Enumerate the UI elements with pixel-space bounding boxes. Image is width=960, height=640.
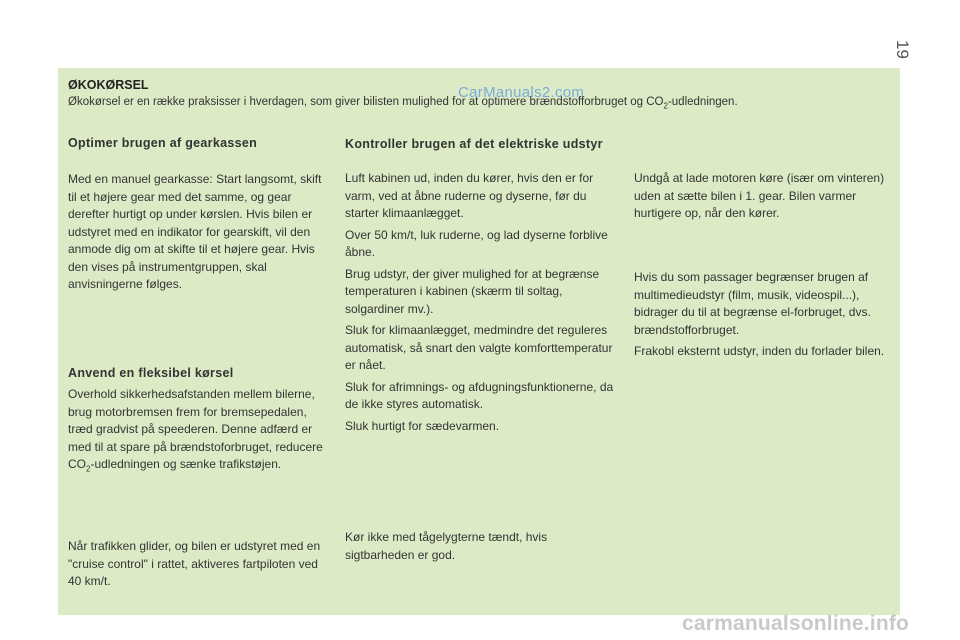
intro-subscript: 2	[663, 101, 668, 111]
electrical-paragraph: Brug udstyr, der giver mulighed for at begrænse temperaturen i kabinen (skærm til soltag, solgardiner mv.).	[345, 266, 600, 316]
heading-gearbox: Optimer brugen af gearkassen	[68, 136, 258, 150]
flexible-driving-subscript: 2	[86, 464, 91, 474]
heading-flexible-driving: Anvend en fleksibel kørsel	[68, 366, 234, 380]
flexible-driving-paragraph	[68, 386, 330, 478]
engine-idling-section	[634, 170, 896, 227]
multimedia-paragraph: Frakobl eksternt udstyr, inden du forlader bilen.	[634, 344, 885, 358]
flexible-driving-text-after: -udledningen og sænke trafikstøjen.	[90, 457, 282, 471]
cruise-control-section	[68, 538, 330, 595]
intro-text-before: Økokørsel er en række praksisser i hverdagen, som giver bilisten mulighed for at optimere brændstofforbruget og CO	[68, 96, 664, 108]
cruise-control-paragraph: Når trafikken glider, og bilen er udstyret med en "cruise control" i rattet, aktiveres fartpiloten ved 40 km/t.	[68, 539, 321, 588]
electrical-paragraph: Over 50 km/t, luk ruderne, og lad dyserne forblive åbne.	[345, 227, 608, 259]
electrical-equipment-section	[345, 170, 620, 439]
intro-text-after: -udledningen.	[667, 96, 738, 108]
electrical-paragraph: Luft kabinen ud, inden du kører, hvis den er for varm, ved at åbne ruderne og dyserne, før du starter klimaanlægget.	[345, 171, 594, 220]
flexible-driving-section	[68, 386, 330, 482]
flexible-driving-text-before: Overhold sikkerhedsafstanden mellem bilerne, brug motorbremsen frem for bremsepedalen, træd gradvist på speederen. Denne adfærd er med til at spare på brændstoforbruget, reducere CO	[68, 387, 323, 471]
electrical-paragraph: Sluk for klimaanlægget, medmindre det reguleres automatisk, så snart den valgte komforttemperatur er nået.	[345, 323, 613, 372]
gearbox-paragraph: Med en manuel gearkasse: Start langsomt, skift til et højere gear med det samme, og gear derefter hurtigt op under kørslen. Hvis bilen er udstyret med en indikator for gearskift, vil den anmode dig om at skifte til et højere gear. Hvis den vises på instrumentgruppen, skal anvisningerne følges.	[68, 172, 322, 291]
engine-idling-paragraph: Undgå at lade motoren køre (især om vinteren) uden at sætte bilen i 1. gear. Bilen varmer hurtigere op, når den kører.	[634, 171, 885, 220]
multimedia-paragraph: Hvis du som passager begrænser brugen af multimedieudstyr (film, musik, videospil...), bidrager du til at begrænse el-forbruget, dvs. brændstofforbruget.	[634, 270, 871, 337]
multimedia-section	[634, 269, 896, 365]
heading-electrical-equipment: Kontroller brugen af det elektriske udstyr	[345, 137, 603, 151]
gearbox-section	[68, 171, 330, 298]
watermark-carmanualsonline: carmanualsonline.info	[682, 612, 910, 635]
electrical-paragraph: Sluk for afrimnings- og afdugningsfunktionerne, da de ikke styres automatisk.	[345, 379, 614, 411]
fog-lights-paragraph: Kør ikke med tågelygterne tændt, hvis sigtbarheden er god.	[345, 530, 548, 562]
electrical-paragraph: Sluk hurtigt for sædevarmen.	[345, 418, 500, 433]
page-title: ØKOKØRSEL	[68, 78, 149, 92]
fog-lights-section	[345, 529, 615, 568]
watermark-carmanuals2: CarManuals2.com	[458, 84, 585, 101]
page-number: 19	[893, 40, 912, 59]
